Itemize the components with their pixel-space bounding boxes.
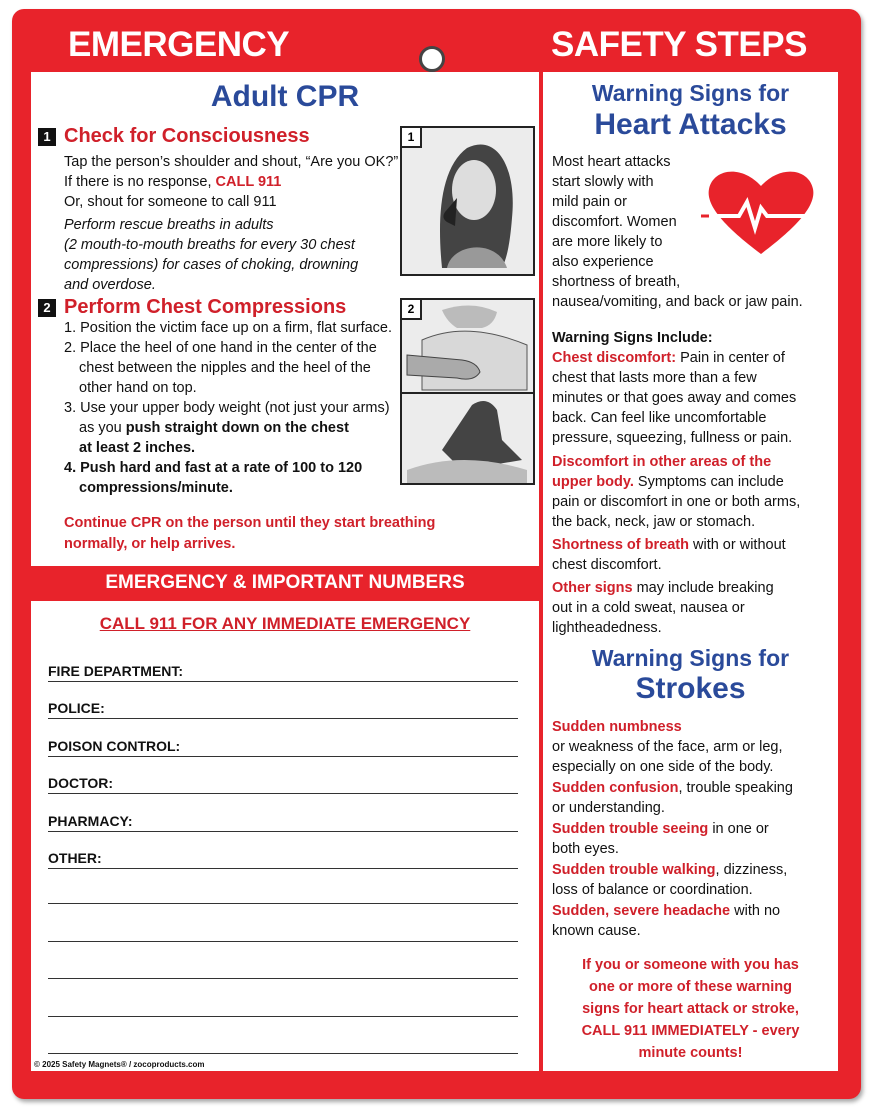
confusion-label: Sudden confusion (552, 780, 679, 796)
headache-text: known cause. (552, 923, 641, 939)
step2-item3-depth: at least 2 inches. (79, 440, 196, 456)
stroke-title-line2: Strokes (635, 672, 746, 705)
step2-item1: 1. Position the victim face up on a firm, flat surface. (64, 320, 393, 336)
breath-label: Shortness of breath (552, 537, 689, 553)
step2-item4-cont: compressions/minute. (79, 480, 233, 496)
cpr-panel (31, 72, 539, 566)
heart-title-line2: Heart Attacks (594, 108, 787, 141)
final-line: signs for heart attack or stroke, (582, 1001, 799, 1017)
compression-icon (402, 300, 533, 483)
final-line: CALL 911 IMMEDIATELY - every (581, 1023, 800, 1039)
copyright: © 2025 Safety Magnets® / zocoproducts.com (34, 1060, 205, 1069)
call-911-banner: CALL 911 FOR ANY IMMEDIATE EMERGENCY (99, 614, 471, 633)
italic-line: and overdose. (64, 277, 156, 293)
blank-line[interactable] (48, 1053, 518, 1054)
confusion-text: , trouble speaking (678, 780, 793, 796)
seeing-text: both eyes. (552, 841, 619, 857)
signs-text: out in a cold sweat, nausea or (552, 600, 745, 616)
chest-label: Chest discomfort: (552, 350, 677, 366)
step2-text (64, 318, 404, 498)
stroke-title-line1: Warning Signs for (591, 645, 790, 671)
confusion-item (552, 778, 837, 798)
step1-line1: Tap the person’s shoulder and shout, “Are you OK?” (64, 154, 399, 170)
chest-discomfort (552, 348, 837, 368)
intro-line: mild pain or (552, 194, 627, 210)
other-areas-label: Discomfort in other areas of the (552, 454, 772, 470)
final-line: minute counts! (638, 1045, 743, 1061)
walking-text: , dizziness, (715, 862, 788, 878)
step1-title: Check for Consciousness (64, 125, 310, 147)
item3-bold: push straight down on the chest (125, 420, 349, 436)
warning-signs-panel (543, 72, 838, 1071)
continue-cpr-note (64, 513, 435, 555)
other-signs (552, 578, 837, 598)
heart-icon (701, 164, 821, 259)
numbness-text: or weakness of the face, arm or leg, (552, 739, 783, 755)
signs-text: may include breaking (632, 580, 774, 596)
step2-item3: 3. Use your upper body weight (not just your arms) (64, 400, 390, 416)
signs-label: Other signs (552, 580, 633, 596)
walking-label: Sudden trouble walking (552, 862, 716, 878)
chest-compression-illustration: 2 (400, 298, 535, 485)
intro-line: discomfort. Women (552, 214, 677, 230)
other-field[interactable]: OTHER: (48, 850, 518, 869)
cpr-title: Adult CPR (210, 80, 360, 113)
headache-item (552, 901, 837, 921)
chest-text: pressure, squeezing, fullness or pain. (552, 430, 793, 446)
woman-phone-icon (402, 128, 533, 274)
walking-text: loss of balance or coordination. (552, 882, 753, 898)
step1-number: 1 (38, 128, 56, 146)
other-text: pain or discomfort in one or both arms, (552, 494, 801, 510)
intro-line: Most heart attacks (552, 154, 671, 170)
step2-item3-cont (64, 418, 404, 438)
intro-line: nausea/vomiting, and back or jaw pain. (552, 294, 803, 310)
blank-line[interactable] (48, 941, 518, 942)
italic-line: Perform rescue breaths in adults (64, 217, 274, 233)
other-text: Symptoms can include (633, 474, 784, 490)
intro-line: also experience (552, 254, 654, 270)
seeing-item (552, 819, 837, 839)
italic-line: (2 mouth-to-mouth breaths for every 30 chest (64, 237, 355, 253)
numbness-label: Sudden numbness (552, 719, 682, 735)
step2-item2: 2. Place the heel of one hand in the center of the (64, 340, 377, 356)
continue-line: Continue CPR on the person until they start breathing (64, 515, 436, 531)
step1-line2 (64, 172, 404, 192)
breath-text: with or without (688, 537, 786, 553)
warning-signs-include: Warning Signs Include: (552, 330, 713, 346)
call-911-inline: CALL 911 (215, 174, 282, 190)
header-emergency: EMERGENCY (68, 25, 290, 64)
chest-text: minutes or that goes away and comes (552, 390, 797, 406)
intro-line: shortness of breath, (552, 274, 681, 290)
shortness-breath (552, 535, 837, 555)
step1-line2-text: If there is no response, (64, 174, 216, 190)
step1-text (64, 152, 404, 295)
pharmacy-field[interactable]: PHARMACY: (48, 813, 518, 832)
heart-warning-signs (552, 328, 837, 638)
header-safety-steps: SAFETY STEPS (551, 25, 807, 64)
intro-line: are more likely to (552, 234, 663, 250)
step2-number: 2 (38, 299, 56, 317)
hang-hole (419, 46, 445, 72)
headache-label: Sudden, severe headache (552, 903, 731, 919)
blank-line[interactable] (48, 903, 518, 904)
blank-line[interactable] (48, 978, 518, 979)
continue-line: normally, or help arrives. (64, 536, 236, 552)
confusion-text: or understanding. (552, 800, 665, 816)
rescue-breaths-note (64, 215, 404, 295)
blank-line[interactable] (48, 1016, 518, 1017)
signs-text: lightheadedness. (552, 620, 662, 636)
call-911-warning (543, 954, 838, 1064)
step2-item2-cont: other hand on top. (79, 380, 197, 396)
step2-item2-cont: chest between the nipples and the heel of the (79, 360, 371, 376)
seeing-text: in one or (708, 821, 769, 837)
step2-title: Perform Chest Compressions (64, 296, 347, 318)
walking-item (552, 860, 837, 880)
fire-department-field[interactable]: FIRE DEPARTMENT: (48, 663, 518, 682)
breath-text: chest discomfort. (552, 557, 662, 573)
phone-call-illustration: 1 (400, 126, 535, 276)
chest-text: Pain in center of (676, 350, 785, 366)
intro-line: start slowly with (552, 174, 654, 190)
chest-text: chest that lasts more than a few (552, 370, 757, 386)
upper-body-label: upper body. (552, 474, 634, 490)
step1-line3: Or, shout for someone to call 911 (64, 194, 277, 210)
chest-text: back. Can feel like uncomfortable (552, 410, 767, 426)
item3-text: as you (79, 420, 126, 436)
step1-heading (38, 125, 310, 148)
step2-heading (38, 296, 346, 319)
stroke-signs (552, 717, 837, 941)
other-areas (552, 472, 837, 492)
seeing-label: Sudden trouble seeing (552, 821, 709, 837)
headache-text: with no (730, 903, 781, 919)
doctor-field[interactable]: DOCTOR: (48, 775, 518, 794)
numbness-text: especially on one side of the body. (552, 759, 774, 775)
other-text: the back, neck, jaw or stomach. (552, 514, 756, 530)
numbers-header: EMERGENCY & IMPORTANT NUMBERS (105, 572, 465, 593)
heart-title-line1: Warning Signs for (591, 80, 790, 106)
police-field[interactable]: POLICE: (48, 700, 518, 719)
italic-line: compressions) for cases of choking, drowning (64, 257, 359, 273)
poison-control-field[interactable]: POISON CONTROL: (48, 738, 518, 757)
final-line: one or more of these warning (588, 979, 793, 995)
final-line: If you or someone with you has (582, 957, 799, 973)
step2-item4: 4. Push hard and fast at a rate of 100 to 120 (64, 460, 363, 476)
